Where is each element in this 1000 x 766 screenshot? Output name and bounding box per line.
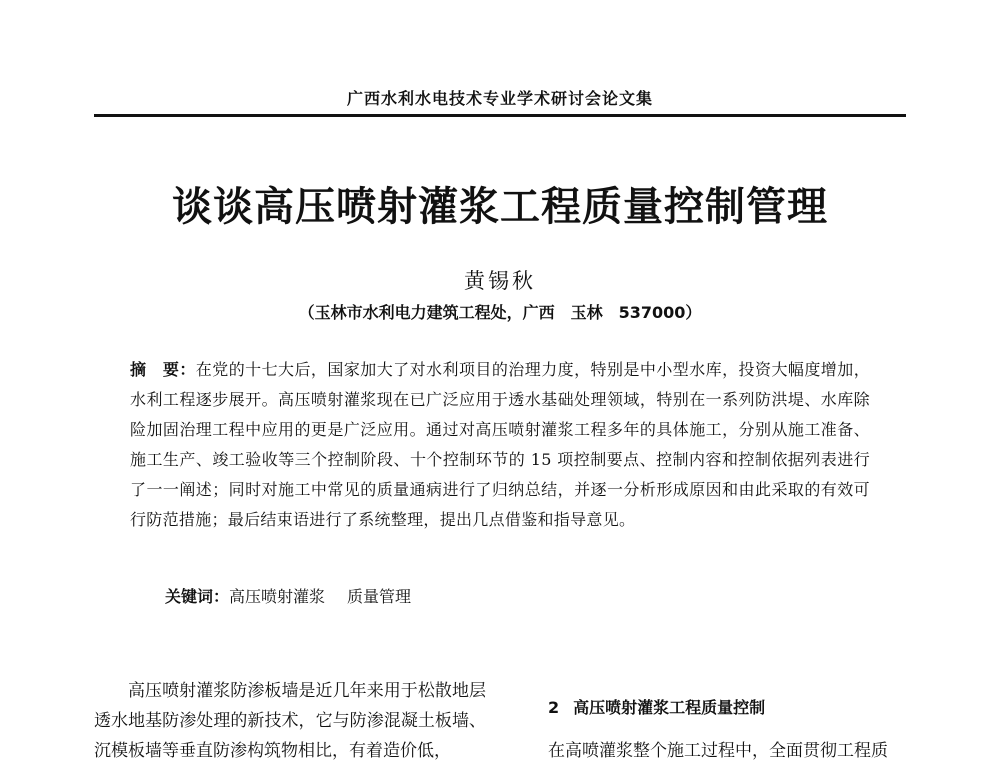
section-heading [548,695,765,718]
abstract-label: 摘 要： [130,360,196,379]
header-rule [94,114,906,117]
abstract-text: 在党的十七大后，国家加大了对水利项目的治理力度，特别是中小型水库，投资大幅度增加，水利工程逐步展开。高压喷射灌浆现在已广泛应用于透水基础处理领域，特别在一系列防洪堤、水库除险加固治理工程中应用的更是广泛应用。通过对高压喷射灌浆工程多年的具体施工，分别从施工准备、施工生产、竣工验收等三个控制阶段、十个控制环节的 15 项控制要点、控制内容和控制依据列表进行了一一阐述；同时对施工中常见的质量通病进行了归纳总结，并逐一分析形成原因和由此采取的有效可行防范措施；最后结束语进行了系统整理，提出几点借鉴和指导意见。 [130,360,870,529]
section-number: 2 [548,698,560,717]
keywords [165,584,433,607]
keywords-label: 关键词： [165,587,230,606]
affiliation: （玉林市水利电力建筑工程处，广西 玉林 537000） [298,303,702,322]
section-title: 高压喷射灌浆工程质量控制 [573,698,766,717]
keyword: 质量管理 [347,587,412,606]
paper-title: 谈谈高压喷射灌浆工程质量控制管理 [172,183,828,230]
abstract [130,355,870,535]
body-text-right: 在高喷灌浆整个施工过程中，全面贯彻工程质 [548,741,888,761]
journal-header: 广西水利水电技术专业学术研讨会论文集 [346,89,653,108]
body-text-left: 高压喷射灌浆防渗板墙是近几年来用于松散地层透水地基防渗处理的新技术，它与防渗混凝土板墙、沉模板墙等垂直防渗构筑物相比，有着造价低， [94,681,486,761]
author: 黄锡秋 [464,269,536,293]
keyword: 高压喷射灌浆 [229,587,326,606]
